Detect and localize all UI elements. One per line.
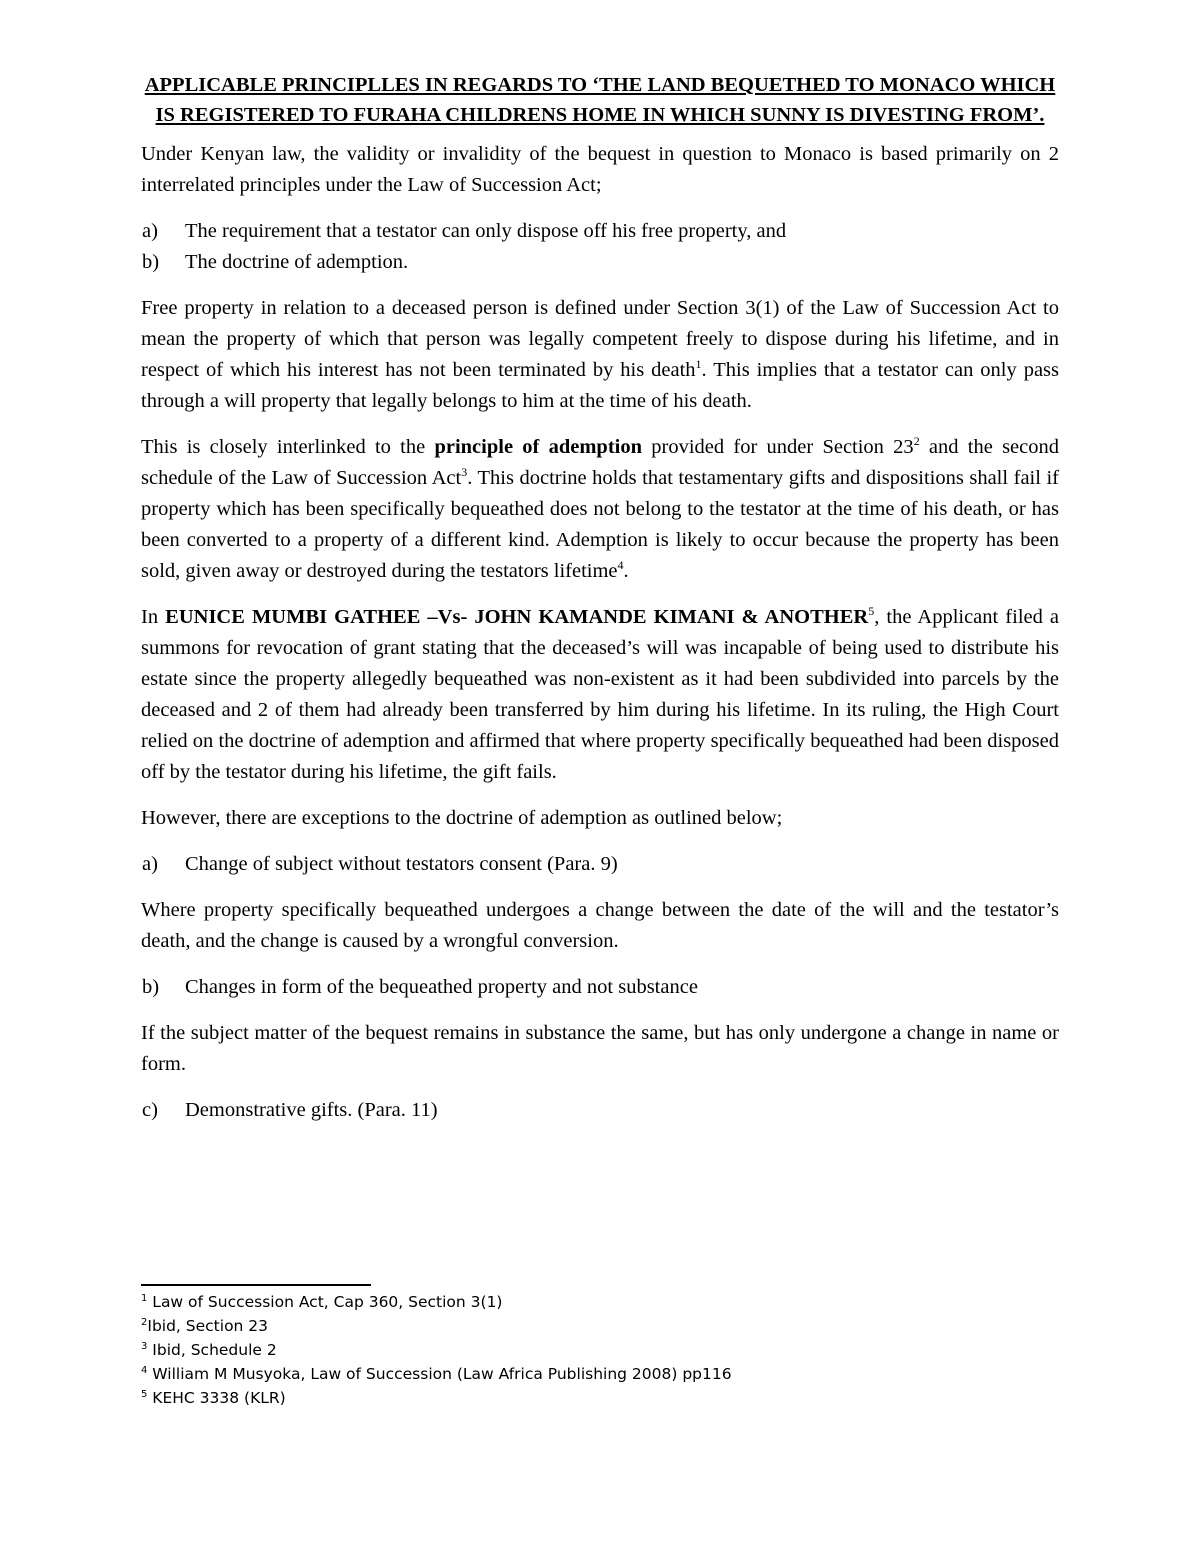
footnote-item	[141, 1386, 1059, 1410]
footnote-ref[interactable]: 3	[461, 465, 468, 480]
paragraph-ademption	[141, 432, 1059, 587]
case-name: EUNICE MUMBI GATHEE –Vs- JOHN KAMANDE KIMANI & ANOTHER	[165, 606, 869, 628]
bold-term: principle of ademption	[434, 436, 643, 458]
footnote-number: 4	[141, 1364, 148, 1376]
paragraph-free-property	[141, 293, 1059, 417]
list-item	[141, 972, 1059, 1003]
list-item	[141, 247, 1059, 278]
footnote-ref[interactable]: 2	[913, 434, 920, 449]
list-item-text: Demonstrative gifts. (Para. 11)	[185, 1099, 438, 1121]
footnote-text: Law of Succession Act, Cap 360, Section 3(1)	[147, 1293, 503, 1311]
footnote-text: Ibid, Schedule 2	[147, 1341, 277, 1359]
text-run: provided for under Section 23	[642, 436, 914, 458]
footnotes	[141, 1284, 1059, 1410]
list-marker: a)	[142, 220, 158, 242]
footnote-text: Ibid, Section 23	[147, 1317, 269, 1335]
footnote-text: William M Musyoka, Law of Succession (Law Africa Publishing 2008) pp116	[147, 1365, 732, 1383]
footnote-ref[interactable]: 1	[695, 357, 702, 372]
text-run: Free property in relation to a deceased person is defined under Section 3(1) of the Law of Succession Act to mean the property of which that person was legally competent freely to dispose during his lifetime, and in respect of which his interest has not been terminated by his death	[141, 297, 1059, 381]
list-marker: b)	[142, 251, 160, 273]
footnote-number: 3	[141, 1340, 148, 1352]
paragraph-exception-a: Where property specifically bequeathed undergoes a change between the date of the will and the testator’s death, and the change is caused by a wrongful conversion.	[141, 899, 1059, 952]
paragraph-intro: Under Kenyan law, the validity or invalidity of the bequest in question to Monaco is based primarily on 2 interrelated principles under the Law of Succession Act;	[141, 143, 1059, 196]
text-run: In	[141, 606, 166, 628]
paragraph-exceptions: However, there are exceptions to the doctrine of ademption as outlined below;	[141, 807, 783, 829]
footnote-separator	[141, 1284, 371, 1286]
document-title: APPLICABLE PRINCIPLLES IN REGARDS TO ‘THE LAND BEQUETHED TO MONACO WHICH IS REGISTERED TO FURAHA CHILDRENS HOME IN WHICH SUNNY IS DIVESTING FROM’.	[144, 74, 1056, 126]
list-item-text: The requirement that a testator can only dispose off his free property, and	[185, 220, 787, 242]
text-run: .	[623, 560, 629, 582]
footnote-item	[141, 1362, 1059, 1386]
paragraph-case	[141, 602, 1059, 788]
text-run: and the second schedule of the Law of Succession Act	[141, 436, 1059, 489]
footnote-text: KEHC 3338 (KLR)	[147, 1389, 286, 1407]
exception-list-c	[141, 1095, 1059, 1126]
list-item	[141, 849, 1059, 880]
paragraph-exception-b: If the subject matter of the bequest remains in substance the same, but has only undergone a change in name or form.	[141, 1022, 1059, 1075]
list-item-text: Change of subject without testators consent (Para. 9)	[185, 853, 618, 875]
exception-list-a	[141, 849, 1059, 880]
list-marker: c)	[142, 1099, 158, 1121]
text-run: . This doctrine holds that testamentary gifts and dispositions shall fail if property which has been specifically bequeathed does not belong to the testator at the time of his death, or has been converted to a property of a different kind. Ademption is likely to occur because the property has been sold, given away or destroyed during the testators lifetime	[141, 467, 1060, 582]
footnote-number: 5	[141, 1388, 148, 1400]
list-marker: b)	[142, 976, 160, 998]
list-marker: a)	[142, 853, 158, 875]
footnote-number: 1	[141, 1292, 148, 1304]
list-item	[141, 216, 1059, 247]
document-body	[141, 70, 1059, 1141]
exception-list-b	[141, 972, 1059, 1003]
footnote-number: 2	[141, 1316, 148, 1328]
footnote-ref[interactable]: 5	[868, 604, 875, 619]
list-item-text: Changes in form of the bequeathed property and not substance	[185, 976, 698, 998]
footnote-item	[141, 1314, 1059, 1338]
text-run: This is closely interlinked to the	[141, 436, 435, 458]
text-run: , the Applicant filed a summons for revocation of grant stating that the deceased’s will was incapable of being used to distribute his estate since the property allegedly bequeathed was non-existent as it had been subdivided into parcels by the deceased and 2 of them had already been transferred by him during his lifetime. In its ruling, the High Court relied on the doctrine of ademption and affirmed that where property specifically bequeathed had been disposed off by the testator during his lifetime, the gift fails.	[141, 606, 1060, 783]
footnote-item	[141, 1290, 1059, 1314]
principles-list	[141, 216, 1059, 278]
text-run: . This implies that a testator can only pass through a will property that legally belongs to him at the time of his death.	[141, 359, 1059, 412]
list-item	[141, 1095, 1059, 1126]
footnote-item	[141, 1338, 1059, 1362]
footnote-ref[interactable]: 4	[617, 558, 624, 573]
list-item-text: The doctrine of ademption.	[185, 251, 409, 273]
